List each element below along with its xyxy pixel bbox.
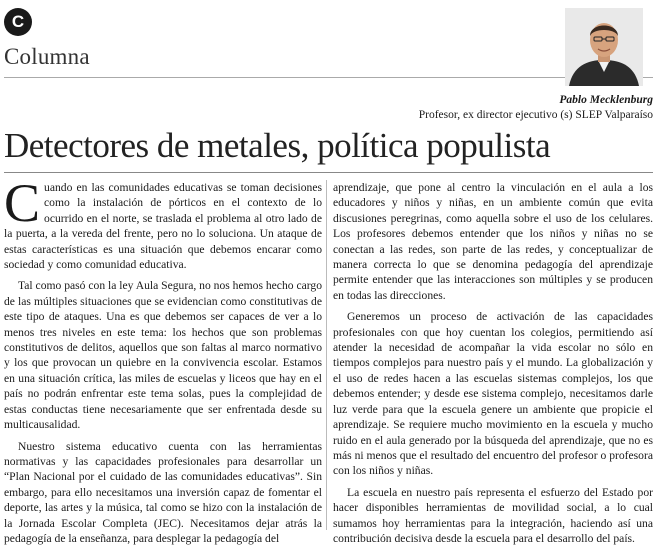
header-rule — [4, 77, 653, 78]
article-paragraph: La escuela en nuestro país representa el esfuerzo del Estado por hacer disponibles herramientas de movilidad social, a lo cual sumamos hoy herramientas para la integración, haciendo así una contribución decisiva desde la escuela para el desarrollo del país. — [333, 485, 653, 546]
article-paragraph: Generemos un proceso de activación de las capacidades profesionales con que hoy cuentan los colegios, permitiendo así atender la necesidad de acompañar la vida escolar no sólo en tiempos complejos para nuestro país y el mundo. La globalización y el uso de redes hacen a las escuelas sistemas complejos, los que debemos entender; y desde ese sistema complejo, necesitamos darle luz verde para que la escuela genere un ambiente que propicie el aprendizaje. Se requiere mucho movimiento en la escuela y mucho ruido en el aula generado por la búsqueda del aprendizaje, que no es más ni menos que el resultado del encuentro del profesor o profesora con los niños y niñas. — [333, 309, 653, 478]
drop-cap: C — [4, 182, 44, 224]
headline-rule — [4, 172, 653, 173]
author-role: Profesor, ex director ejecutivo (s) SLEP Valparaíso — [419, 108, 653, 123]
article-paragraph: Tal como pasó con la ley Aula Segura, no nos hemos hecho cargo de las múltiples situaciones que se evidencian como constitutivas de este tipo de ataques. Una es que debemos ser capaces de ver a lo menos tres niveles en este tema: los hechos que son problemas constitutivos de delitos, aquellos que son faltas al marco normativo y los que provocan un quiebre en la convivencia escolar. Estamos en una situación crítica, las miles de escuelas y liceos que hay en el país no podrán enfrentar este tema solas, pues la complejidad de estas conductas tiene necesariamente que ser enfrentada desde su multicausalidad. — [4, 278, 322, 432]
article-column-right — [333, 180, 653, 530]
article-column-left — [4, 180, 322, 530]
author-name: Pablo Mecklenburg — [419, 93, 653, 108]
column-divider — [326, 180, 327, 530]
column-badge: C — [4, 8, 32, 36]
author-block — [419, 93, 653, 123]
author-photo — [565, 8, 643, 86]
article-paragraph: Nuestro sistema educativo cuenta con las herramientas normativas y las capacidades profesionales para desarrollar un “Plan Nacional por el cuidado de las comunidades educativas”. Sin embargo, para ello necesitamos una inversión capaz de fomentar el deporte, las artes y la música, tal como se hizo con la instalación de la Jornada Escolar Completa (JEC). Necesitamos dejar atrás la pedagogía de la enseñanza, para desplegar la pedagogía del — [4, 439, 322, 546]
section-title: Columna — [4, 44, 90, 70]
article-paragraph: Cuando en las comunidades educativas se toman decisiones como la instalación de pórticos en el contexto de lo ocurrido en el norte, se traslada el problema al otro lado de la puerta, a la vereda del frente, pero no lo soluciona. Un ataque de estas características es una situación que debemos encarar como sociedad y como comunidad educativa. — [4, 180, 322, 272]
article-paragraph: aprendizaje, que pone al centro la vinculación en el aula a los educadores y niños y niñas, en un ambiente común que evita discusiones peregrinas, como aquella sobre el uso de los celulares. Los profesores debemos entender que los niños y niñas no se conectan a las redes, son parte de las redes, y conceptualizar de manera correcta lo que se denomina pedagogía del aprendizaje permite entender que las interacciones son múltiples y se producen en todas las direcciones. — [333, 180, 653, 303]
article-headline: Detectores de metales, política populista — [4, 126, 550, 166]
